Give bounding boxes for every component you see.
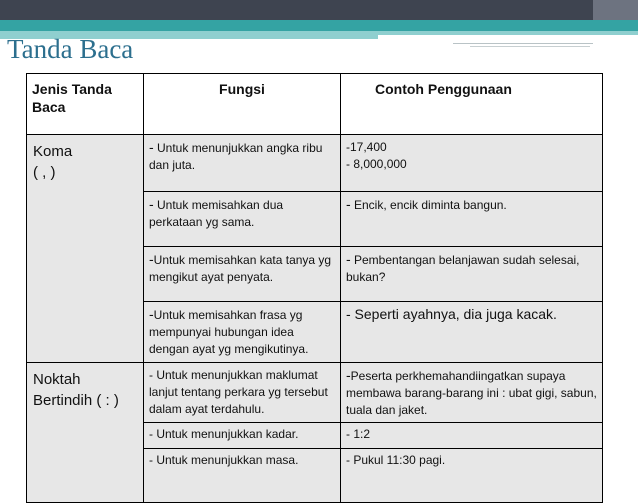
fungsi-text: Untuk memisahkan kata tanya yg mengikut ayat penyata. bbox=[149, 253, 332, 284]
dash: - bbox=[346, 367, 351, 383]
contoh-line: -17,400 bbox=[346, 140, 387, 154]
contoh-text: Peserta perkhemahandiingatkan supaya membawa barang-barang ini : ubat gigi, sabun, tuala dan jaket. bbox=[346, 369, 597, 417]
fungsi-cell bbox=[144, 423, 341, 449]
contoh-text: - Seperti ayahnya, dia juga kacak. bbox=[346, 306, 557, 322]
contoh-cell bbox=[341, 192, 603, 247]
contoh-cell bbox=[341, 135, 603, 192]
header-contoh: Contoh Penggunaan bbox=[341, 74, 603, 135]
decorative-line bbox=[453, 43, 593, 44]
teal-band bbox=[0, 20, 638, 31]
dash: - bbox=[346, 196, 351, 212]
fungsi-cell bbox=[144, 247, 341, 302]
dash: - bbox=[149, 196, 154, 212]
table-row bbox=[27, 363, 603, 423]
dash: - bbox=[346, 251, 351, 267]
contoh-cell bbox=[341, 363, 603, 423]
dash: - bbox=[149, 251, 154, 267]
contoh-text: - 1:2 bbox=[346, 427, 371, 441]
group-cell-koma bbox=[27, 135, 144, 363]
fungsi-cell bbox=[144, 363, 341, 423]
table-header-row bbox=[27, 74, 603, 135]
fungsi-cell bbox=[144, 192, 341, 247]
contoh-cell bbox=[341, 247, 603, 302]
contoh-cell bbox=[341, 449, 603, 503]
top-band-accent bbox=[593, 0, 638, 20]
decorative-line bbox=[470, 46, 590, 47]
fungsi-cell bbox=[144, 449, 341, 503]
contoh-text: Pembentangan belanjawan sudah selesai, bukan? bbox=[346, 253, 580, 284]
table-row bbox=[27, 135, 603, 192]
contoh-text: - Pukul 11:30 pagi. bbox=[346, 453, 446, 467]
group-name: Koma bbox=[33, 143, 73, 160]
decorative-notch bbox=[378, 35, 638, 41]
slide-title: Tanda Baca bbox=[7, 34, 134, 64]
top-band bbox=[0, 0, 638, 20]
contoh-cell bbox=[341, 302, 603, 363]
fungsi-cell bbox=[144, 302, 341, 363]
header-jenis: Jenis Tanda Baca bbox=[27, 74, 144, 135]
contoh-cell bbox=[341, 423, 603, 449]
dash: - bbox=[149, 306, 154, 322]
fungsi-text: Untuk memisahkan dua perkataan yg sama. bbox=[149, 198, 284, 229]
fungsi-text: - Untuk menunjukkan masa. bbox=[149, 453, 299, 467]
fungsi-text: Untuk menunjukkan angka ribu dan juta. bbox=[149, 141, 323, 172]
fungsi-text: Untuk memisahkan frasa yg mempunyai hubungan idea dengan ayat yg mengikutinya. bbox=[149, 308, 309, 356]
header-fungsi: Fungsi bbox=[144, 74, 341, 135]
group-cell-noktah-bertindih bbox=[27, 363, 144, 503]
fungsi-text: - Untuk menunjukkan maklumat lanjut tentang perkara yg tersebut dalam ayat terdahulu. bbox=[149, 368, 328, 416]
contoh-line: - 8,000,000 bbox=[346, 157, 407, 171]
fungsi-text: - Untuk menunjukkan kadar. bbox=[149, 427, 299, 441]
group-name: Noktah Bertindih ( : ) bbox=[33, 371, 119, 409]
contoh-text: Encik, encik diminta bangun. bbox=[350, 198, 507, 212]
dash: - bbox=[149, 139, 154, 155]
fungsi-cell bbox=[144, 135, 341, 192]
group-symbol: ( , ) bbox=[33, 164, 56, 181]
punctuation-table bbox=[26, 73, 603, 503]
